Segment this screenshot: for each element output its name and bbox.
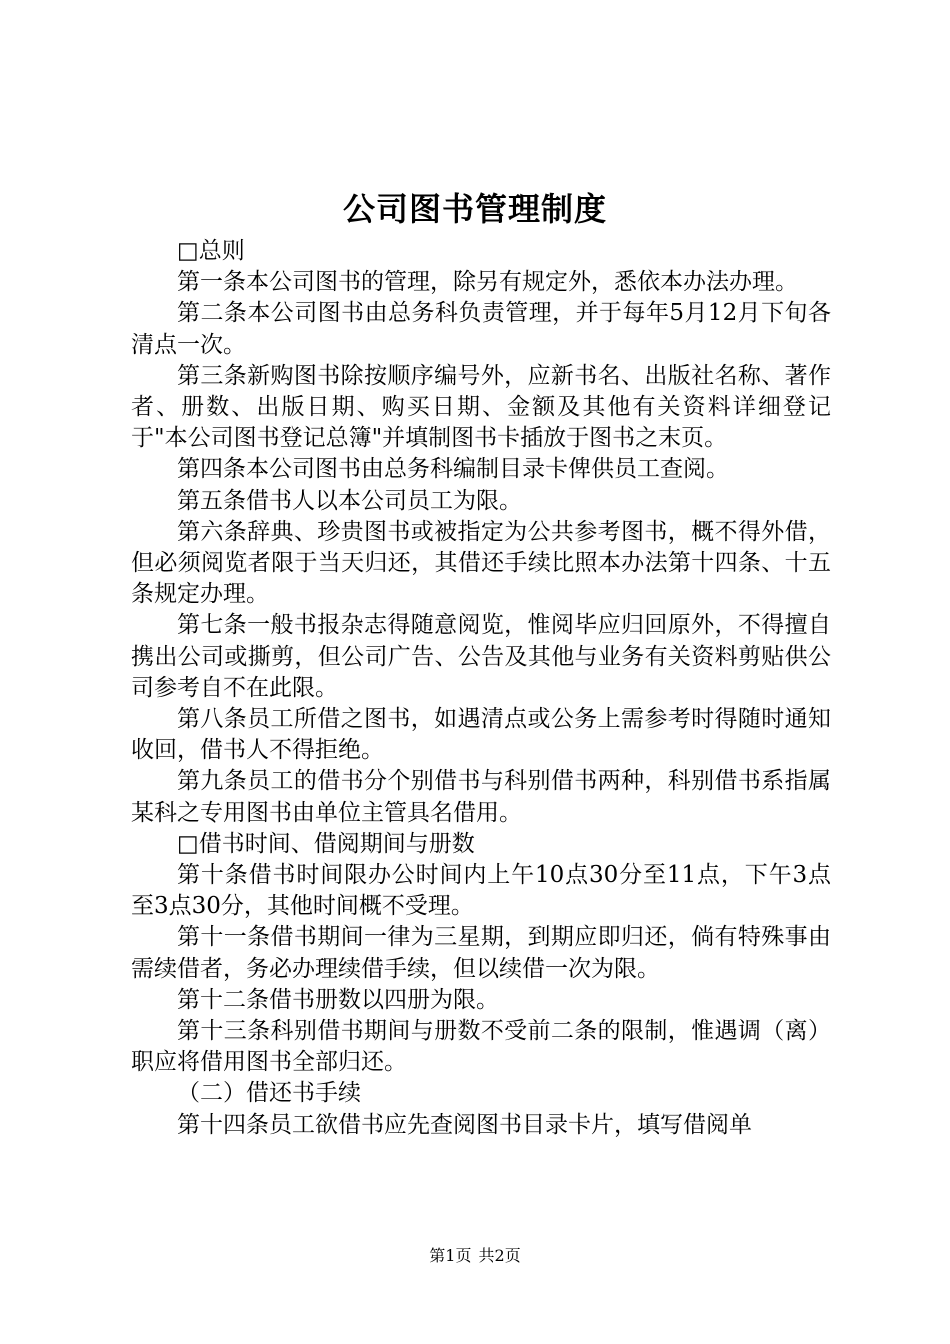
article-paragraph: 第十四条员工欲借书应先查阅图书目录卡片，填写借阅单 xyxy=(177,1111,752,1138)
article-paragraph: 第九条员工的借书分个别借书与科别借书两种，科别借书系指属某科之专用图书由单位主管具名借用。 xyxy=(131,768,831,826)
article-paragraph: 第十条借书时间限办公时间内上午10点30分至11点，下午3点至3点30分，其他时间概不受理。 xyxy=(131,862,831,920)
article-paragraph: 第一条本公司图书的管理，除另有规定外，悉依本办法办理。 xyxy=(177,269,798,296)
section-heading: □总则 xyxy=(177,238,245,264)
document-body xyxy=(131,236,831,1141)
page-footer: 第1页 共2页 xyxy=(429,1246,521,1265)
article-paragraph: 第十二条借书册数以四册为限。 xyxy=(177,986,499,1013)
section-heading: □借书时间、借阅期间与册数 xyxy=(177,830,475,857)
document-title: 公司图书管理制度 xyxy=(342,190,607,228)
article-paragraph: 第五条借书人以本公司员工为限。 xyxy=(177,487,522,514)
article-paragraph: 第十一条借书期间一律为三星期，到期应即归还，倘有特殊事由需续借者，务必办理续借手续，但以续借一次为限。 xyxy=(131,924,831,982)
article-paragraph: 第七条一般书报杂志得随意阅览，惟阅毕应归回原外，不得擅自携出公司或撕剪，但公司广告、公告及其他与业务有关资料剪贴供公司参考自不在此限。 xyxy=(131,612,831,701)
section-heading: （二）借还书手续 xyxy=(177,1080,361,1107)
article-paragraph: 第四条本公司图书由总务科编制目录卡俾供员工查阅。 xyxy=(177,456,729,483)
article-paragraph: 第二条本公司图书由总务科负责管理，并于每年5月12月下旬各清点一次。 xyxy=(131,300,831,358)
article-paragraph: 第十三条科别借书期间与册数不受前二条的限制，惟遇调（离）职应将借用图书全部归还。 xyxy=(131,1018,831,1076)
article-paragraph: 第六条辞典、珍贵图书或被指定为公共参考图书，概不得外借，但必须阅览者限于当天归还，其借还手续比照本办法第十四条、十五条规定办理。 xyxy=(131,518,831,608)
article-paragraph: 第八条员工所借之图书，如遇清点或公务上需参考时得随时通知收回，借书人不得拒绝。 xyxy=(131,706,831,764)
article-paragraph: 第三条新购图书除按顺序编号外，应新书名、出版社名称、著作者、册数、出版日期、购买日期、金额及其他有关资料详细登记于"本公司图书登记总簿"并填制图书卡插放于图书之末页。 xyxy=(131,362,831,452)
